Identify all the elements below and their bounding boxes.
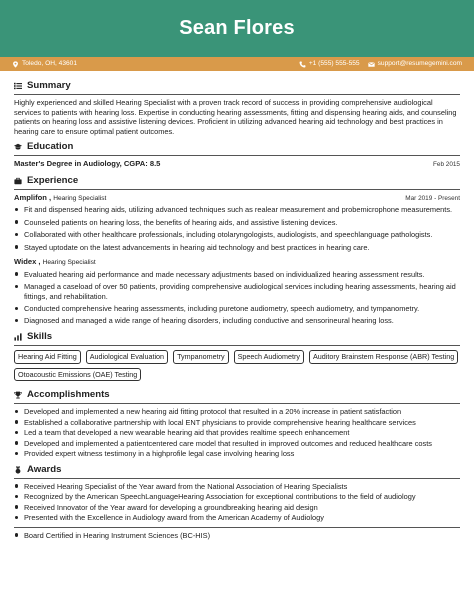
list-item: Developed and implemented a patientcentered care model that resulted in improved outcomes and reduced healthcare costs	[14, 439, 460, 448]
summary-text: Highly experienced and skilled Hearing Specialist with a proven track record of success in providing comprehensive audiological services to patients with hearing loss. Expertise in conducting hearing assessments, fitting and dispensing hearing aids, and counseling patients on hearing loss and assistive listening devices. Proficient in utilizing advanced hearing aid technology and best practices in hearing care to ensure optimal patient outcomes.	[14, 98, 457, 136]
company-name: Widex ,	[14, 257, 41, 267]
bar-chart-icon	[14, 333, 22, 341]
location	[12, 60, 77, 68]
contact-bar	[0, 57, 474, 71]
divider	[14, 345, 460, 346]
divider	[14, 155, 460, 156]
summary-section	[14, 98, 460, 136]
skill-tag: Tympanometry	[173, 350, 229, 363]
divider	[14, 94, 460, 95]
company-name: Amplifon ,	[14, 192, 52, 202]
phone[interactable]	[299, 60, 360, 68]
accomplishments-title: Accomplishments	[27, 388, 110, 400]
phone-icon	[299, 61, 306, 68]
email-icon	[368, 61, 375, 68]
skills-list	[14, 349, 460, 381]
degree: Master's Degree in Audiology, CGPA: 8.5	[14, 159, 161, 169]
divider	[14, 189, 460, 190]
skill-tag: Hearing Aid Fitting	[14, 350, 81, 363]
job-title: Hearing Specialist	[53, 194, 107, 202]
list-item: Recognized by the American SpeechLanguageHearing Association for exceptional contributions to the field of audiology	[14, 492, 460, 501]
divider	[14, 527, 460, 528]
job-date: Mar 2019 - Present	[405, 194, 460, 202]
location-text: Toledo, OH, 43601	[22, 59, 77, 67]
list-item: Collaborated with other healthcare professionals, including otolaryngologists, audiologists, and speechlanguage pathologists.	[14, 230, 460, 239]
skill-tag: Auditory Brainstem Response (ABR) Testing	[309, 350, 458, 363]
briefcase-icon	[14, 177, 22, 185]
list-icon	[14, 82, 22, 90]
list-item: Counseled patients on hearing loss, the benefits of hearing aids, and assistive listening devices.	[14, 218, 460, 227]
list-item: Board Certified in Hearing Instrument Sciences (BC-HIS)	[14, 531, 460, 540]
list-item: Diagnosed and managed a wide range of hearing disorders, including conductive and sensorineural hearing loss.	[14, 316, 460, 325]
accomplishments-list	[14, 407, 460, 458]
divider	[14, 478, 460, 479]
list-item: Developed and implemented a new hearing aid fitting protocol that resulted in a 20% increase in patient satisfaction	[14, 407, 460, 416]
list-item: Received Hearing Specialist of the Year award from the National Association of Hearing Specialists	[14, 482, 460, 491]
skills-heading	[14, 331, 460, 343]
experience-heading	[14, 175, 460, 187]
job-entry	[14, 193, 460, 252]
education-heading	[14, 141, 460, 153]
list-item: Established a collaborative partnership with local ENT physicians to provide comprehensive hearing healthcare services	[14, 418, 460, 427]
job-entry	[14, 257, 460, 326]
awards-title: Awards	[27, 463, 62, 475]
resume-header	[0, 0, 474, 57]
education-title: Education	[27, 141, 74, 153]
summary-title: Summary	[27, 80, 71, 91]
list-item: Evaluated hearing aid performance and made necessary adjustments based on individualized hearing assessment results.	[14, 270, 460, 279]
list-item: Fit and dispensed hearing aids, utilizing advanced techniques such as realear measurement and probemicrophone measurements.	[14, 205, 460, 214]
certifications-list	[14, 531, 460, 540]
skill-tag: Audiological Evaluation	[86, 350, 168, 363]
phone-text: +1 (555) 555-555	[308, 59, 360, 67]
list-item: Managed a caseload of over 50 patients, providing comprehensive audiological services including hearing assessments, hearing aid fittings, and rehabilitation.	[14, 282, 460, 301]
education-date: Feb 2015	[432, 161, 460, 169]
list-item: Led a team that developed a new wearable hearing aid that provides realtime speech enhancement	[14, 428, 460, 437]
list-item: Conducted comprehensive hearing assessments, including puretone audiometry, speech audiometry, and tympanometry.	[14, 304, 460, 313]
list-item: Stayed uptodate on the latest advancements in hearing aid technology and best practices in hearing care.	[14, 243, 460, 252]
skill-tag: Speech Audiometry	[234, 350, 304, 363]
graduation-cap-icon	[14, 143, 22, 151]
list-item: Presented with the Excellence in Audiology award from the American Academy of Audiology	[14, 513, 460, 522]
medal-icon	[14, 466, 22, 474]
list-item: Provided expert witness testimony in a highprofile legal case involving hearing loss	[14, 449, 460, 458]
trophy-icon	[14, 391, 22, 399]
email[interactable]	[368, 60, 462, 68]
skills-title: Skills	[27, 330, 53, 342]
experience-title: Experience	[27, 174, 79, 186]
location-pin-icon	[12, 61, 19, 68]
education-entry	[14, 159, 460, 169]
email-text: support@resumegemini.com	[377, 59, 462, 67]
list-item: Received Innovator of the Year award for developing a groundbreaking hearing aid design	[14, 503, 460, 512]
job-title: Hearing Specialist	[42, 259, 96, 267]
skill-tag: Otoacoustic Emissions (OAE) Testing	[14, 368, 141, 381]
awards-list	[14, 482, 460, 523]
candidate-name: Sean Flores	[179, 16, 295, 39]
accomplishments-heading	[14, 389, 460, 401]
awards-heading	[14, 464, 460, 476]
summary-heading	[14, 80, 460, 92]
divider	[14, 403, 460, 404]
